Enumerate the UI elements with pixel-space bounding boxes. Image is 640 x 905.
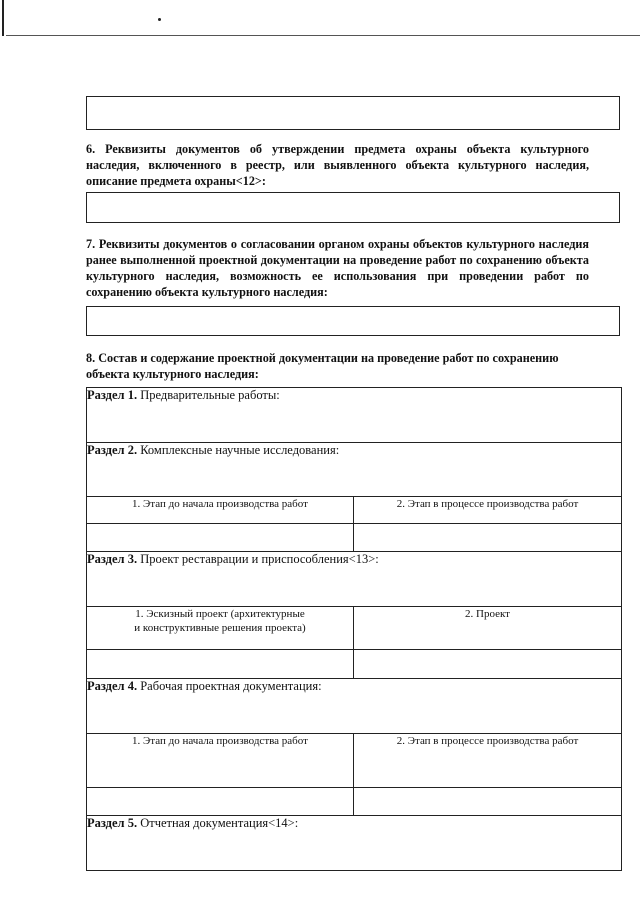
field-box-7-answer[interactable] (86, 306, 620, 336)
section-2-label: Раздел 2. (87, 443, 138, 457)
section-4-stage-1-cell[interactable] (87, 788, 354, 816)
section-8-heading: 8. Состав и содержание проектной документации на проведение работ по сохранению объекта культурного наследия: (86, 351, 559, 381)
table-row (87, 443, 622, 497)
table-row (87, 524, 622, 552)
table-row (87, 497, 622, 524)
section-4-stage-2-header: 2. Этап в процессе производства работ (354, 734, 622, 788)
section-5-cell[interactable] (87, 816, 622, 871)
section-2-cell[interactable] (87, 443, 622, 497)
field-box-6-answer[interactable] (86, 192, 620, 223)
table-row (87, 788, 622, 816)
section-2-title: Комплексные научные исследования: (137, 443, 340, 457)
project-documentation-table (86, 387, 622, 871)
section-2-stage-2-cell[interactable] (354, 524, 622, 552)
section-1-label: Раздел 1. (87, 388, 138, 402)
section-4-stage-2-cell[interactable] (354, 788, 622, 816)
table-row (87, 679, 622, 734)
scan-page-edge (0, 0, 640, 40)
section-2-stage-2-header: 2. Этап в процессе производства работ (354, 497, 622, 524)
section-2-stage-1-cell[interactable] (87, 524, 354, 552)
scan-top-line (6, 35, 640, 36)
table-row (87, 734, 622, 788)
section-5-label: Раздел 5. (87, 816, 138, 830)
section-2-stage-1-header: 1. Этап до начала производства работ (87, 497, 354, 524)
section-7-heading: 7. Реквизиты документов о согласовании органом охраны объектов культурного наследия ранее выполненной проектной документации на проведение работ по сохранению объекта культурного наследия, возможность ее использования при проведении работ по сохранению объекта культурного наследия: (86, 237, 589, 299)
table-row (87, 552, 622, 607)
section-3-stage-2-header: 2. Проект (354, 607, 622, 650)
table-row (87, 650, 622, 679)
section-3-stage-1-header (87, 607, 354, 650)
section-3-stage-1-line-1: 1. Эскизный проект (архитектурные (135, 608, 305, 620)
section-3-cell[interactable] (87, 552, 622, 607)
section-6-heading: 6. Реквизиты документов об утверждении предмета охраны объекта культурного наследия, включенного в реестр, или выявленного объекта культурного наследия, описание предмета охраны<12>: (86, 142, 589, 188)
table-row (87, 607, 622, 650)
section-1-title: Предварительные работы: (137, 388, 280, 402)
table-row (87, 388, 622, 443)
section-4-stage-1-header: 1. Этап до начала производства работ (87, 734, 354, 788)
section-3-title: Проект реставрации и приспособления<13>: (137, 552, 379, 566)
table-row (87, 816, 622, 871)
scan-dot (158, 18, 161, 21)
section-1-cell[interactable] (87, 388, 622, 443)
section-3-stage-1-line-2: и конструктивные решения проекта) (134, 622, 306, 634)
section-4-title: Рабочая проектная документация: (137, 679, 322, 693)
section-5-title: Отчетная документация<14>: (137, 816, 299, 830)
section-3-stage-2-cell[interactable] (354, 650, 622, 679)
section-3-stage-1-cell[interactable] (87, 650, 354, 679)
section-3-label: Раздел 3. (87, 552, 138, 566)
section-4-label: Раздел 4. (87, 679, 138, 693)
field-box-5-answer[interactable] (86, 96, 620, 130)
scan-left-line (2, 0, 4, 36)
section-4-cell[interactable] (87, 679, 622, 734)
